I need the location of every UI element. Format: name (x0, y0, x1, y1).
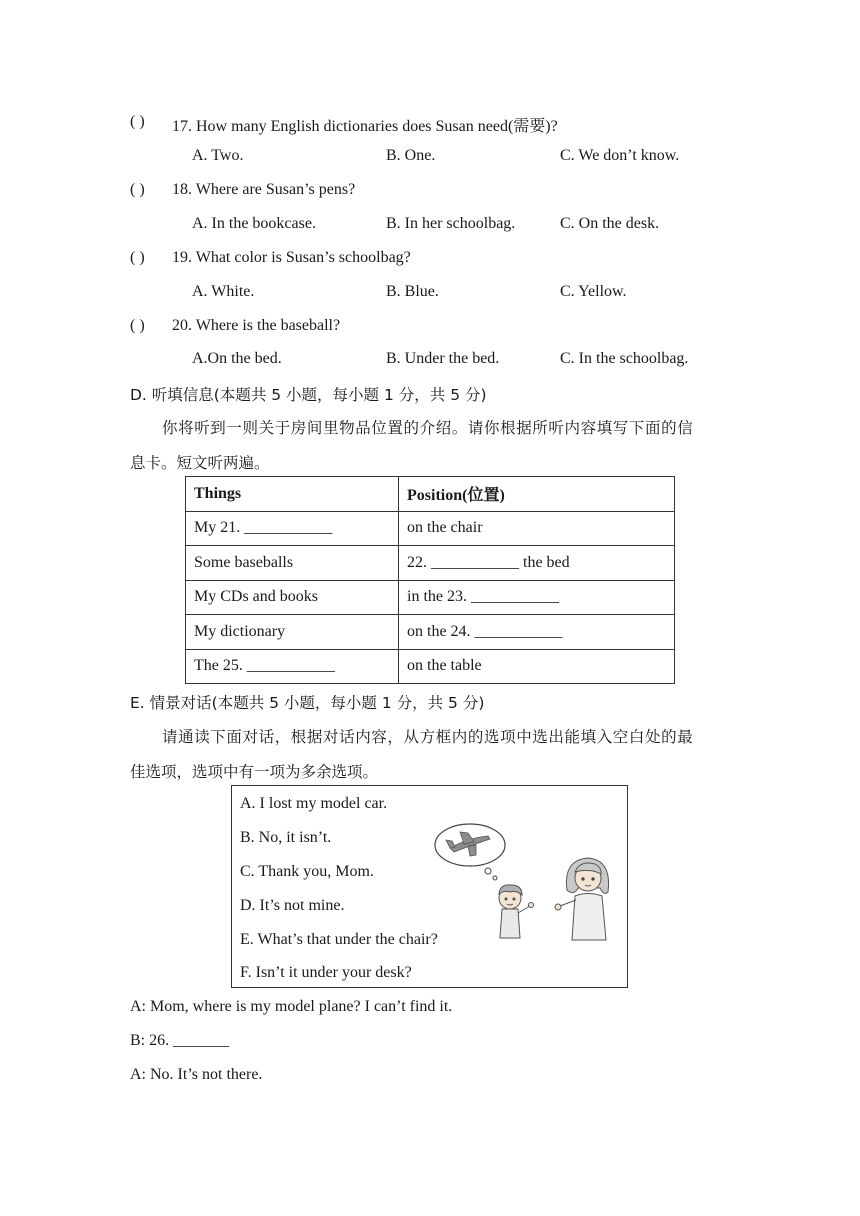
dialogue-line: A: Mom, where is my model plane? I can’t find it. (130, 998, 453, 1015)
option-f: F. Isn’t it under your desk? (240, 964, 412, 981)
option-a: A.On the bed. (192, 350, 282, 367)
question-text: 18. Where are Susan’s pens? (172, 181, 356, 198)
table-row (186, 546, 675, 581)
section-e-instruction-line2: 佳选项，选项中有一项为多余选项。 (130, 763, 379, 781)
table-cell: in the 23. ___________ (399, 580, 675, 615)
mom-icon (555, 858, 609, 940)
answer-paren: ( ) (130, 113, 145, 130)
section-d-heading: D. 听填信息(本题共 5 小题，每小题 1 分，共 5 分) (130, 386, 487, 404)
table-cell: My dictionary (186, 615, 399, 650)
table-header-row (186, 477, 675, 512)
table-header-things: Things (186, 477, 399, 512)
answer-paren: ( ) (130, 249, 145, 266)
question-text: 19. What color is Susan’s schoolbag? (172, 249, 411, 266)
table-cell: 22. ___________ the bed (399, 546, 675, 581)
question-text: 17. How many English dictionaries does Susan need(需要)? (172, 118, 558, 135)
table-row (186, 649, 675, 684)
table-header-position: Position(位置) (399, 477, 675, 512)
option-d: D. It’s not mine. (240, 897, 345, 914)
option-a: A. In the bookcase. (192, 215, 316, 232)
option-e: E. What’s that under the chair? (240, 931, 438, 948)
table-row (186, 615, 675, 650)
dialogue-line: A: No. It’s not there. (130, 1066, 263, 1083)
question-text: 20. Where is the baseball? (172, 317, 341, 334)
answer-paren: ( ) (130, 317, 145, 334)
dialogue-line: B: 26. _______ (130, 1032, 230, 1049)
table-cell: Some baseballs (186, 546, 399, 581)
boy-and-mom-illustration (430, 818, 620, 946)
option-a: A. White. (192, 283, 255, 300)
option-a: A. I lost my model car. (240, 795, 388, 812)
table-cell: on the 24. ___________ (399, 615, 675, 650)
option-b: B. Under the bed. (386, 350, 500, 367)
info-card-table (185, 476, 675, 684)
table-row (186, 511, 675, 546)
option-c: C. On the desk. (560, 215, 660, 232)
option-c: C. In the schoolbag. (560, 350, 689, 367)
section-d-instruction-line2: 息卡。短文听两遍。 (130, 454, 270, 472)
boy-icon (499, 885, 534, 938)
option-c: C. Thank you, Mom. (240, 863, 374, 880)
option-b: B. In her schoolbag. (386, 215, 516, 232)
option-b: B. One. (386, 147, 436, 164)
table-cell: on the table (399, 649, 675, 684)
table-cell: My 21. ___________ (186, 511, 399, 546)
table-cell: on the chair (399, 511, 675, 546)
option-b: B. No, it isn’t. (240, 829, 332, 846)
table-cell: My CDs and books (186, 580, 399, 615)
section-e-instruction-line1: 请通读下面对话，根据对话内容，从方框内的选项中选出能填入空白处的最 (162, 728, 694, 746)
section-d-instruction-line1: 你将听到一则关于房间里物品位置的介绍。请你根据所听内容填写下面的信 (162, 419, 694, 437)
answer-paren: ( ) (130, 181, 145, 198)
option-a: A. Two. (192, 147, 244, 164)
option-c: C. Yellow. (560, 283, 627, 300)
table-row (186, 580, 675, 615)
table-cell: The 25. ___________ (186, 649, 399, 684)
option-c: C. We don’t know. (560, 147, 680, 164)
section-e-heading: E. 情景对话(本题共 5 小题，每小题 1 分，共 5 分) (130, 694, 485, 712)
option-b: B. Blue. (386, 283, 439, 300)
